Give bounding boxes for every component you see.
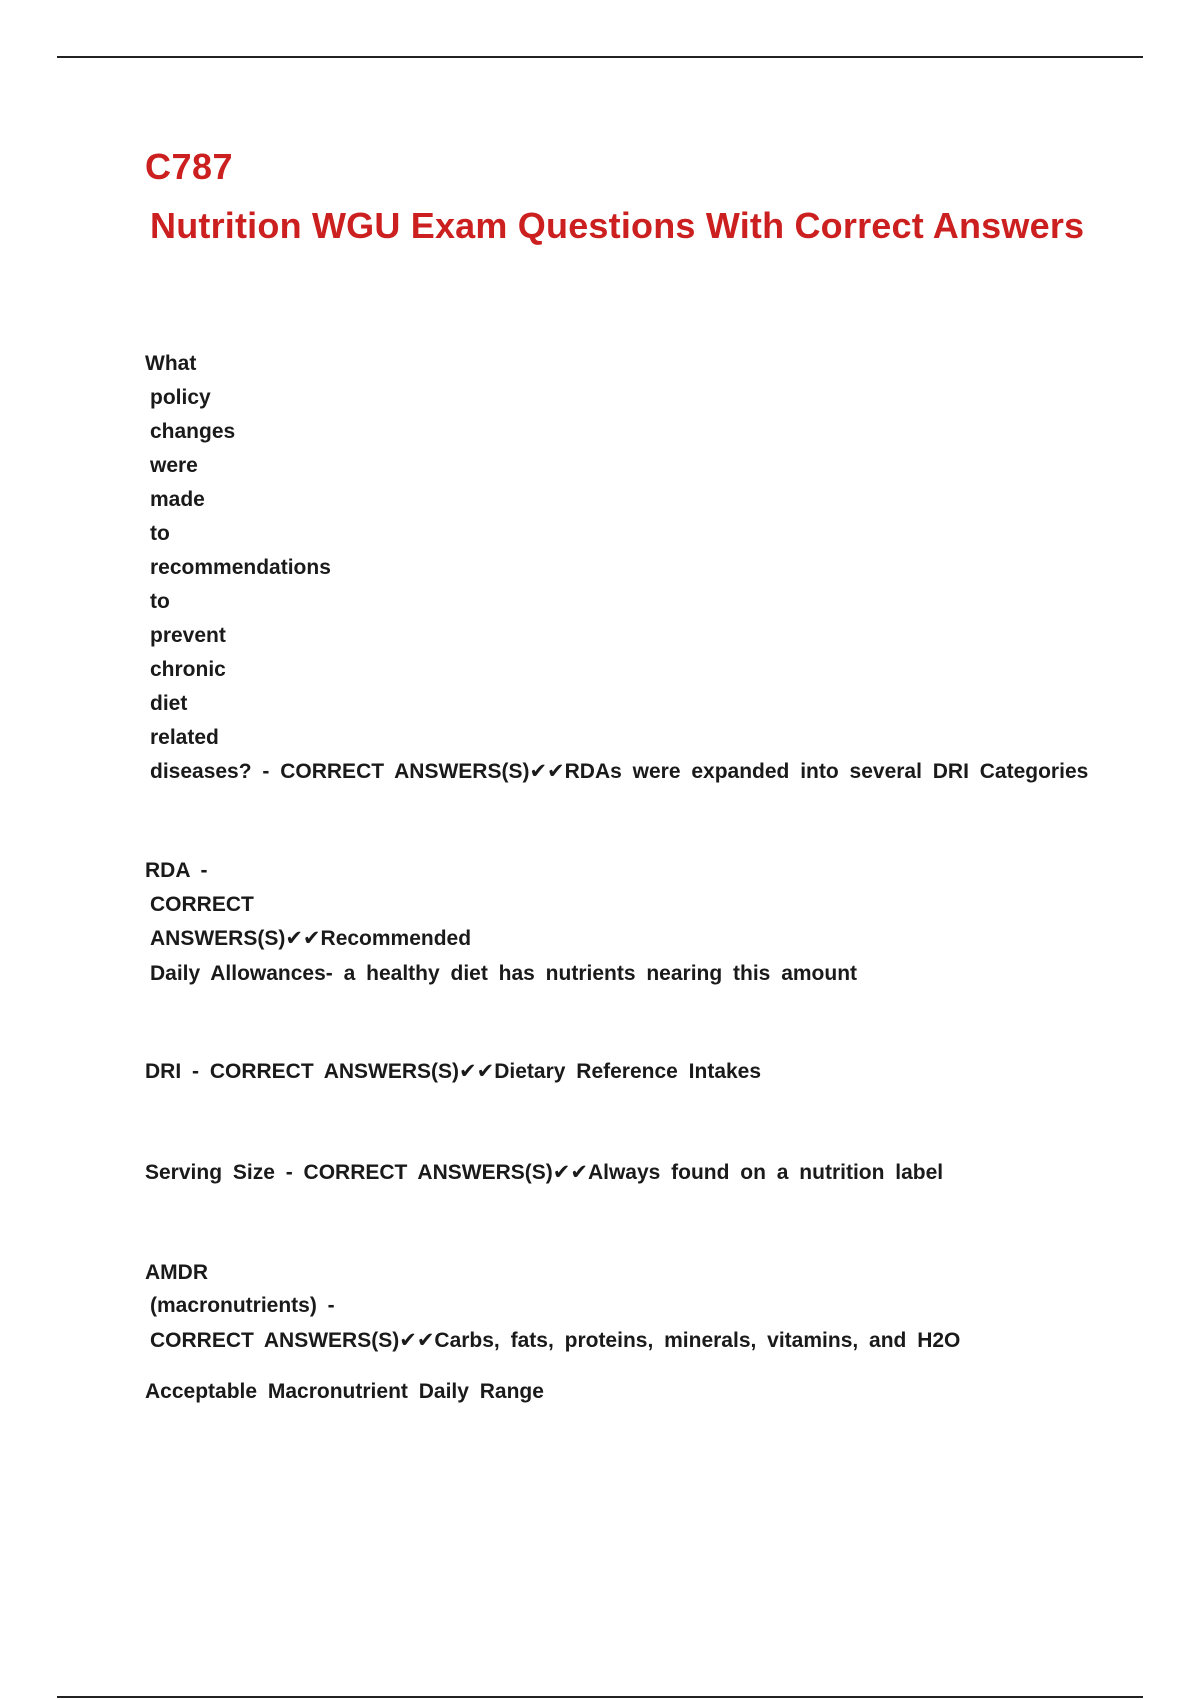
q1-word: recommendations — [150, 556, 331, 579]
document-title: Nutrition WGU Exam Questions With Correct Answers — [150, 205, 1085, 246]
q1-answer-line: diseases? - CORRECT ANSWERS(S)✔✔RDAs were expanded into several DRI Categories — [150, 760, 1089, 783]
q3-line: DRI - CORRECT ANSWERS(S)✔✔Dietary Reference Intakes — [145, 1060, 762, 1083]
q1-word: prevent — [150, 624, 226, 647]
q1-word: policy — [150, 386, 211, 409]
header-rule — [57, 56, 1143, 58]
q1-word: made — [150, 488, 205, 511]
q5-line: (macronutrients) - — [150, 1294, 335, 1317]
footer-rule — [57, 1696, 1143, 1698]
q2-line: Daily Allowances- a healthy diet has nutrients nearing this amount — [150, 962, 858, 985]
q1-word: were — [150, 454, 198, 477]
q2-line: RDA - — [145, 859, 208, 882]
q4-line: Serving Size - CORRECT ANSWERS(S)✔✔Always found on a nutrition label — [145, 1161, 944, 1184]
q1-word: What — [145, 352, 197, 375]
q1-word: changes — [150, 420, 236, 443]
q1-word: chronic — [150, 658, 226, 681]
q5-line: CORRECT ANSWERS(S)✔✔Carbs, fats, proteins, minerals, vitamins, and H2O — [150, 1329, 961, 1352]
amdr-definition: Acceptable Macronutrient Daily Range — [145, 1380, 544, 1403]
q2-line: CORRECT — [150, 893, 254, 916]
q1-word: to — [150, 522, 170, 545]
course-code: C787 — [145, 146, 234, 187]
q1-word: diet — [150, 692, 188, 715]
q5-line: AMDR — [145, 1261, 208, 1284]
q1-word: to — [150, 590, 170, 613]
q2-line: ANSWERS(S)✔✔Recommended — [150, 927, 472, 950]
q1-word: related — [150, 726, 219, 749]
